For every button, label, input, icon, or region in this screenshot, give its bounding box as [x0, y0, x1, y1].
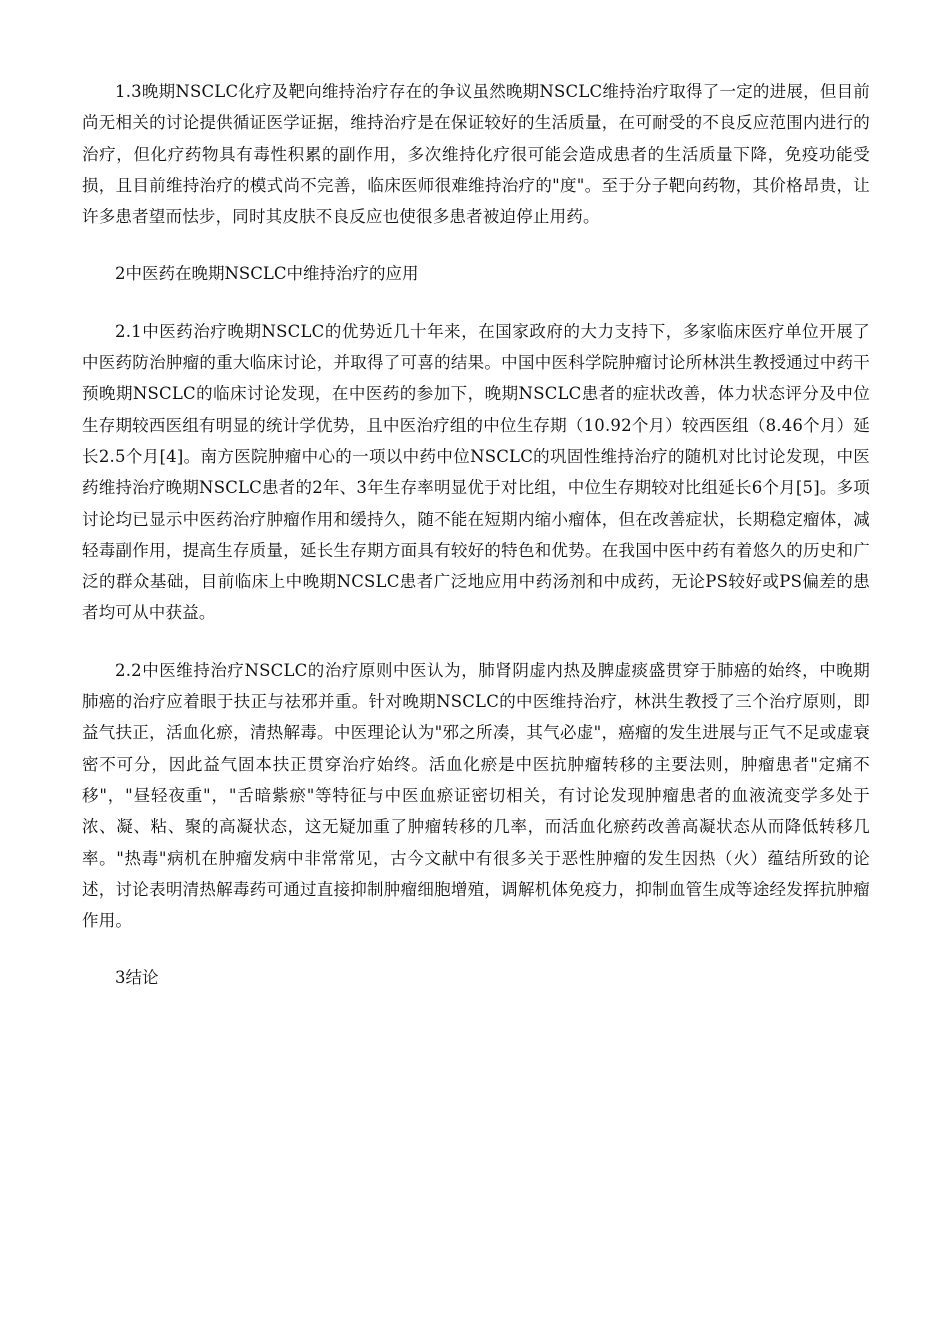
section-heading-3: 3结论 [115, 968, 159, 988]
paragraph-2-1-advantages: 2.1中医药治疗晚期NSCLC的优势近几十年来，在国家政府的大力支持下，多家临床医疗单位开展了中医药防治肿瘤的重大临床讨论，并取得了可喜的结果。中国中医科学院肿瘤讨论所林洪生教授通过中药干预晚期NSCLC的临床讨论发现，在中医药的参加下，晚期NSCLC患者的症状改善，体力状态评分及中位生存期较西医组有明显的统计学优势，且中医治疗组的中位生存期（10.92个月）较西医组（8.46个月）延长2.5个月[4]。南方医院肿瘤中心的一项以中药中位NSCLC的巩固性维持治疗的随机对比讨论发现，中医药维持治疗晚期NSCLC患者的2年、3年生存率明显优于对比组，中位生存期较对比组延长6个月[5]。多项讨论均已显示中医药治疗肿瘤作用和缓持久，随不能在短期内缩小瘤体，但在改善症状，长期稳定瘤体，减轻毒副作用，提高生存质量，延长生存期方面具有较好的特色和优势。在我国中医中药有着悠久的历史和广泛的群众基础，目前临床上中晚期NCSLC患者广泛地应用中药汤剂和中成药，无论PS较好或PS偏差的患者均可从中获益。 [82, 321, 870, 623]
section-heading-2: 2中医药在晚期NSCLC中维持治疗的应用 [115, 264, 419, 284]
paragraph-1-3-controversy: 1.3晚期NSCLC化疗及靶向维持治疗存在的争议虽然晚期NSCLC维持治疗取得了一定的进展，但目前尚无相关的讨论提供循证医学证据，维持治疗是在保证较好的生活质量，在可耐受的不良反应范围内进行的治疗，但化疗药物具有毒性积累的副作用，多次维持化疗很可能会造成患者的生活质量下降，免疫功能受损，且目前维持治疗的模式尚不完善，临床医师很难维持治疗的"度"。至于分子靶向药物，其价格昂贵，让许多患者望而怯步，同时其皮肤不良反应也使很多患者被迫停止用药。 [82, 82, 870, 227]
document-page [82, 76, 870, 1020]
paragraph-2-2-principles: 2.2中医维持治疗NSCLC的治疗原则中医认为，肺肾阴虚内热及脾虚痰盛贯穿于肺癌的始终，中晚期肺癌的治疗应着眼于扶正与祛邪并重。针对晚期NSCLC的中医维持治疗，林洪生教授了三个治疗原则，即益气扶正，活血化瘀，清热解毒。中医理论认为"邪之所凑，其气必虚"，癌瘤的发生进展与正气不足或虚衰密不可分，因此益气固本扶正贯穿治疗始终。活血化瘀是中医抗肿瘤转移的主要法则，肿瘤患者"定痛不移"，"昼轻夜重"，"舌暗紫瘀"等特征与中医血瘀证密切相关，有讨论发现肿瘤患者的血液流变学多处于浓、凝、粘、聚的高凝状态，这无疑加重了肿瘤转移的几率，而活血化瘀药改善高凝状态从而降低转移几率。"热毒"病机在肿瘤发病中非常常见，古今文献中有很多关于恶性肿瘤的发生因热（火）蕴结所致的论述，讨论表明清热解毒药可通过直接抑制肿瘤细胞增殖，调解机体免疫力，抑制血管生成等途经发挥抗肿瘤作用。 [82, 660, 870, 931]
